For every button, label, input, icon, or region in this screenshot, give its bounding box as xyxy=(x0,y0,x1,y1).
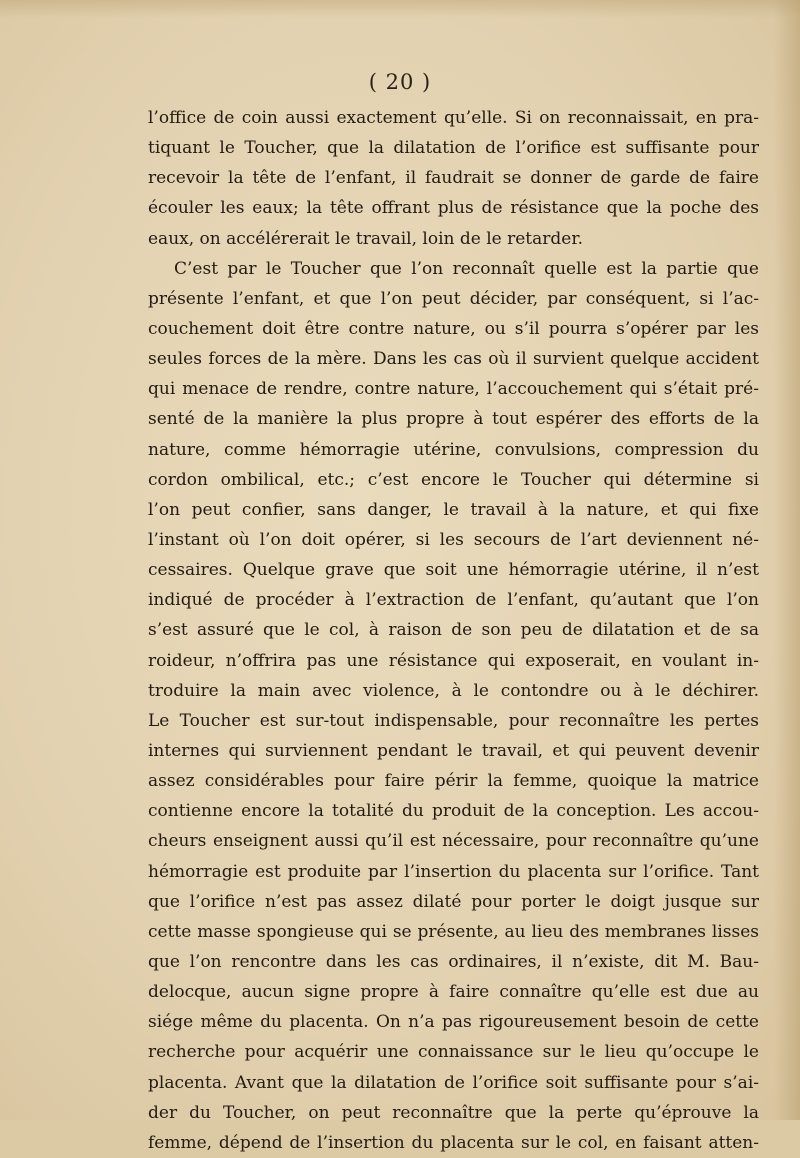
text-line: l’on peut confier, sans danger, le travail à la nature, et qui fixe xyxy=(148,499,759,520)
text-line: delocque, aucun signe propre à faire connaître qu’elle est due au xyxy=(148,982,759,1003)
text-line: seules forces de la mère. Dans les cas où il survient quelque accident xyxy=(148,349,759,370)
text-line: s’est assuré que le col, à raison de son peu de dilatation et de sa xyxy=(148,620,759,641)
text-line: indiqué de procéder à l’extraction de l’enfant, qu’autant que l’on xyxy=(148,590,759,611)
text-line: l’office de coin aussi exactement qu’elle. Si on reconnaissait, en pra- xyxy=(148,108,759,128)
text-line: écouler les eaux; la tête offrant plus de résistance que la poche des xyxy=(148,198,759,219)
text-line: couchement doit être contre nature, ou s’il pourra s’opérer par les xyxy=(148,318,759,339)
text-line: roideur, n’offrira pas une résistance qui exposerait, en voulant in- xyxy=(148,650,759,671)
text-line: contienne encore la totalité du produit de la conception. Les accou- xyxy=(148,801,759,822)
body-text xyxy=(148,103,759,1158)
text-line: cessaires. Quelque grave que soit une hémorragie utérine, il n’est xyxy=(148,560,759,581)
text-line: assez considérables pour faire périr la femme, quoique la matrice xyxy=(148,771,759,792)
text-line: présente l’enfant, et que l’on peut décider, par conséquent, si l’ac- xyxy=(148,288,759,309)
text-line: recherche pour acquérir une connaissance sur le lieu qu’occupe le xyxy=(148,1042,759,1063)
text-line: tiquant le Toucher, que la dilatation de l’orifice est suffisante pour xyxy=(148,138,759,159)
text-line: placenta. Avant que la dilatation de l’orifice soit suffisante pour s’ai- xyxy=(148,1072,759,1093)
page-edge-stain-right xyxy=(774,0,800,1120)
text-line: femme, dépend de l’insertion du placenta sur le col, en faisant atten- xyxy=(148,1132,759,1153)
text-line: l’instant où l’on doit opérer, si les secours de l’art deviennent né- xyxy=(148,529,759,550)
text-line: internes qui surviennent pendant le travail, et qui peuvent devenir xyxy=(148,740,759,761)
text-line: que l’on rencontre dans les cas ordinaires, il n’existe, dit M. Bau- xyxy=(148,951,759,972)
text-line: der du Toucher, on peut reconnaître que la perte qu’éprouve la xyxy=(148,1102,759,1123)
text-line: Le Toucher est sur-tout indispensable, pour reconnaître les pertes xyxy=(148,710,759,731)
text-line: siége même du placenta. On n’a pas rigoureusement besoin de cette xyxy=(148,1012,759,1033)
text-line: hémorragie est produite par l’insertion du placenta sur l’orifice. Tant xyxy=(148,861,759,882)
text-line: cette masse spongieuse qui se présente, au lieu des membranes lisses xyxy=(148,921,759,942)
text-line: cheurs enseignent aussi qu’il est nécessaire, pour reconnaître qu’une xyxy=(148,831,759,852)
text-line: senté de la manière la plus propre à tout espérer des efforts de la xyxy=(148,409,759,430)
text-line: recevoir la tête de l’enfant, il faudrait se donner de garde de faire xyxy=(148,168,759,189)
text-line: qui menace de rendre, contre nature, l’accouchement qui s’était pré- xyxy=(148,379,759,400)
text-line: cordon ombilical, etc.; c’est encore le Toucher qui détermine si xyxy=(148,469,759,490)
text-line: eaux, on accélérerait le travail, loin de le retarder. xyxy=(148,228,583,249)
page-edge-stain-top xyxy=(0,0,800,18)
text-line: C’est par le Toucher que l’on reconnaît quelle est la partie que xyxy=(174,258,759,279)
page-number: ( 20 ) xyxy=(368,70,432,94)
text-line: que l’orifice n’est pas assez dilaté pour porter le doigt jusque sur xyxy=(148,891,759,912)
text-line: nature, comme hémorragie utérine, convulsions, compression du xyxy=(148,439,759,460)
text-line: troduire la main avec violence, à le contondre ou à le déchirer. xyxy=(148,680,759,701)
